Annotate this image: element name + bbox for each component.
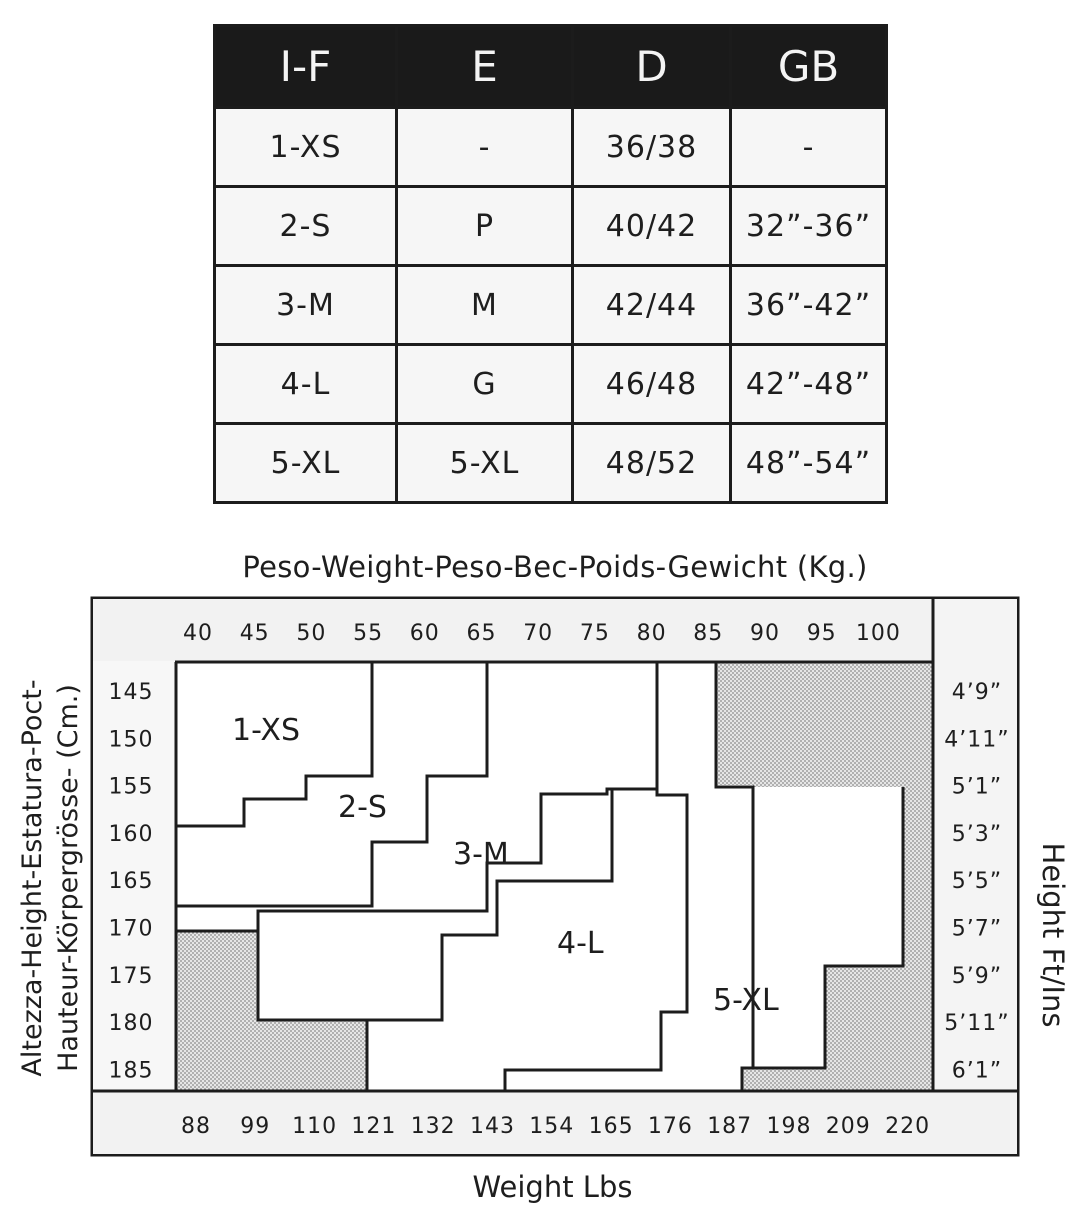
region-label-l: 4-L <box>557 926 604 961</box>
table-cell: - <box>731 108 887 187</box>
y-axis-label-right-text: Height Ft/Ins <box>1036 842 1070 1028</box>
table-cell: 1-XS <box>215 108 397 187</box>
x-tick-bottom: 176 <box>647 1114 693 1139</box>
table-cell: 5-XL <box>215 424 397 503</box>
x-tick-top: 70 <box>523 621 554 646</box>
y-tick-right: 5’11” <box>944 1011 1010 1037</box>
y-tick-left: 185 <box>108 1058 154 1084</box>
y-axis-label-line: Hauteur-Körpergrösse- (Cm.) <box>53 684 84 1072</box>
table-cell: - <box>397 108 573 187</box>
y-tick-right: 5’7” <box>951 916 1003 942</box>
x-tick-top: 95 <box>806 621 837 646</box>
table-cell: M <box>397 266 573 345</box>
table-cell: 42”-48” <box>731 345 887 424</box>
y-tick-left: 180 <box>108 1011 154 1037</box>
header-cell: D <box>573 26 731 108</box>
x-tick-top: 55 <box>353 621 384 646</box>
x-tick-top: 100 <box>855 621 901 646</box>
header-cell: E <box>397 26 573 108</box>
table-cell: 36”-42” <box>731 266 887 345</box>
table-cell: 2-S <box>215 187 397 266</box>
x-tick-bottom: 110 <box>292 1114 338 1139</box>
x-tick-top: 75 <box>579 621 610 646</box>
y-tick-right: 5’5” <box>951 869 1003 895</box>
table-cell: G <box>397 345 573 424</box>
y-tick-left: 145 <box>108 680 154 705</box>
x-tick-top: 50 <box>296 621 327 646</box>
x-tick-bottom: 154 <box>529 1114 575 1139</box>
y-tick-right: 4’9” <box>951 680 1003 705</box>
table-cell: 4-L <box>215 345 397 424</box>
chart-title: Peso-Weight-Peso-Bec-Poids-Gewicht (Kg.) <box>242 550 868 584</box>
x-axis-label-bottom: Weight Lbs <box>472 1170 633 1204</box>
x-tick-top: 60 <box>409 621 440 646</box>
table-cell: 5-XL <box>397 424 573 503</box>
x-tick-bottom: 88 <box>181 1114 211 1139</box>
y-tick-left: 150 <box>108 727 154 753</box>
table-cell: P <box>397 187 573 266</box>
x-tick-bottom: 132 <box>410 1114 456 1139</box>
y-axis-label-line: Altezza-Height-Estatura-Poct- <box>17 679 48 1077</box>
region-label-xl: 5-XL <box>713 983 779 1018</box>
header-cell: GB <box>731 26 887 108</box>
y-tick-left: 155 <box>108 774 154 800</box>
y-tick-left: 165 <box>108 869 154 895</box>
table-cell: 32”-36” <box>731 187 887 266</box>
x-tick-top: 40 <box>183 621 213 646</box>
x-tick-top: 65 <box>466 621 497 646</box>
x-tick-bottom: 198 <box>766 1114 812 1139</box>
x-tick-top: 45 <box>239 621 270 646</box>
x-tick-bottom: 187 <box>707 1114 753 1139</box>
y-tick-right: 5’1” <box>951 774 1003 800</box>
y-tick-left: 175 <box>108 963 154 989</box>
x-tick-top: 90 <box>750 621 780 646</box>
table-cell: 3-M <box>215 266 397 345</box>
x-tick-bottom: 99 <box>240 1114 271 1139</box>
y-tick-right: 5’3” <box>951 821 1003 847</box>
table-cell: 48”-54” <box>731 424 887 503</box>
y-tick-right: 6’1” <box>951 1058 1003 1084</box>
x-tick-bottom: 143 <box>470 1114 515 1139</box>
region-label-m: 3-M <box>453 837 509 872</box>
region-label-s: 2-S <box>338 790 387 825</box>
x-tick-bottom: 220 <box>885 1114 931 1139</box>
y-tick-right: 4’11” <box>944 727 1010 753</box>
table-cell: 46/48 <box>573 345 731 424</box>
y-tick-left: 170 <box>108 916 154 942</box>
table-cell: 42/44 <box>573 266 731 345</box>
header-cell: I-F <box>215 26 397 108</box>
y-tick-left: 160 <box>108 821 154 847</box>
table-cell: 40/42 <box>573 187 731 266</box>
region-label-xs: 1-XS <box>232 713 301 748</box>
table-cell: 48/52 <box>573 424 731 503</box>
x-tick-bottom: 165 <box>588 1114 634 1139</box>
x-tick-bottom: 209 <box>825 1114 871 1139</box>
x-tick-top: 85 <box>693 621 724 646</box>
x-tick-bottom: 121 <box>351 1114 397 1139</box>
x-tick-top: 80 <box>636 621 667 646</box>
y-tick-right: 5’9” <box>951 963 1003 989</box>
table-cell: 36/38 <box>573 108 731 187</box>
